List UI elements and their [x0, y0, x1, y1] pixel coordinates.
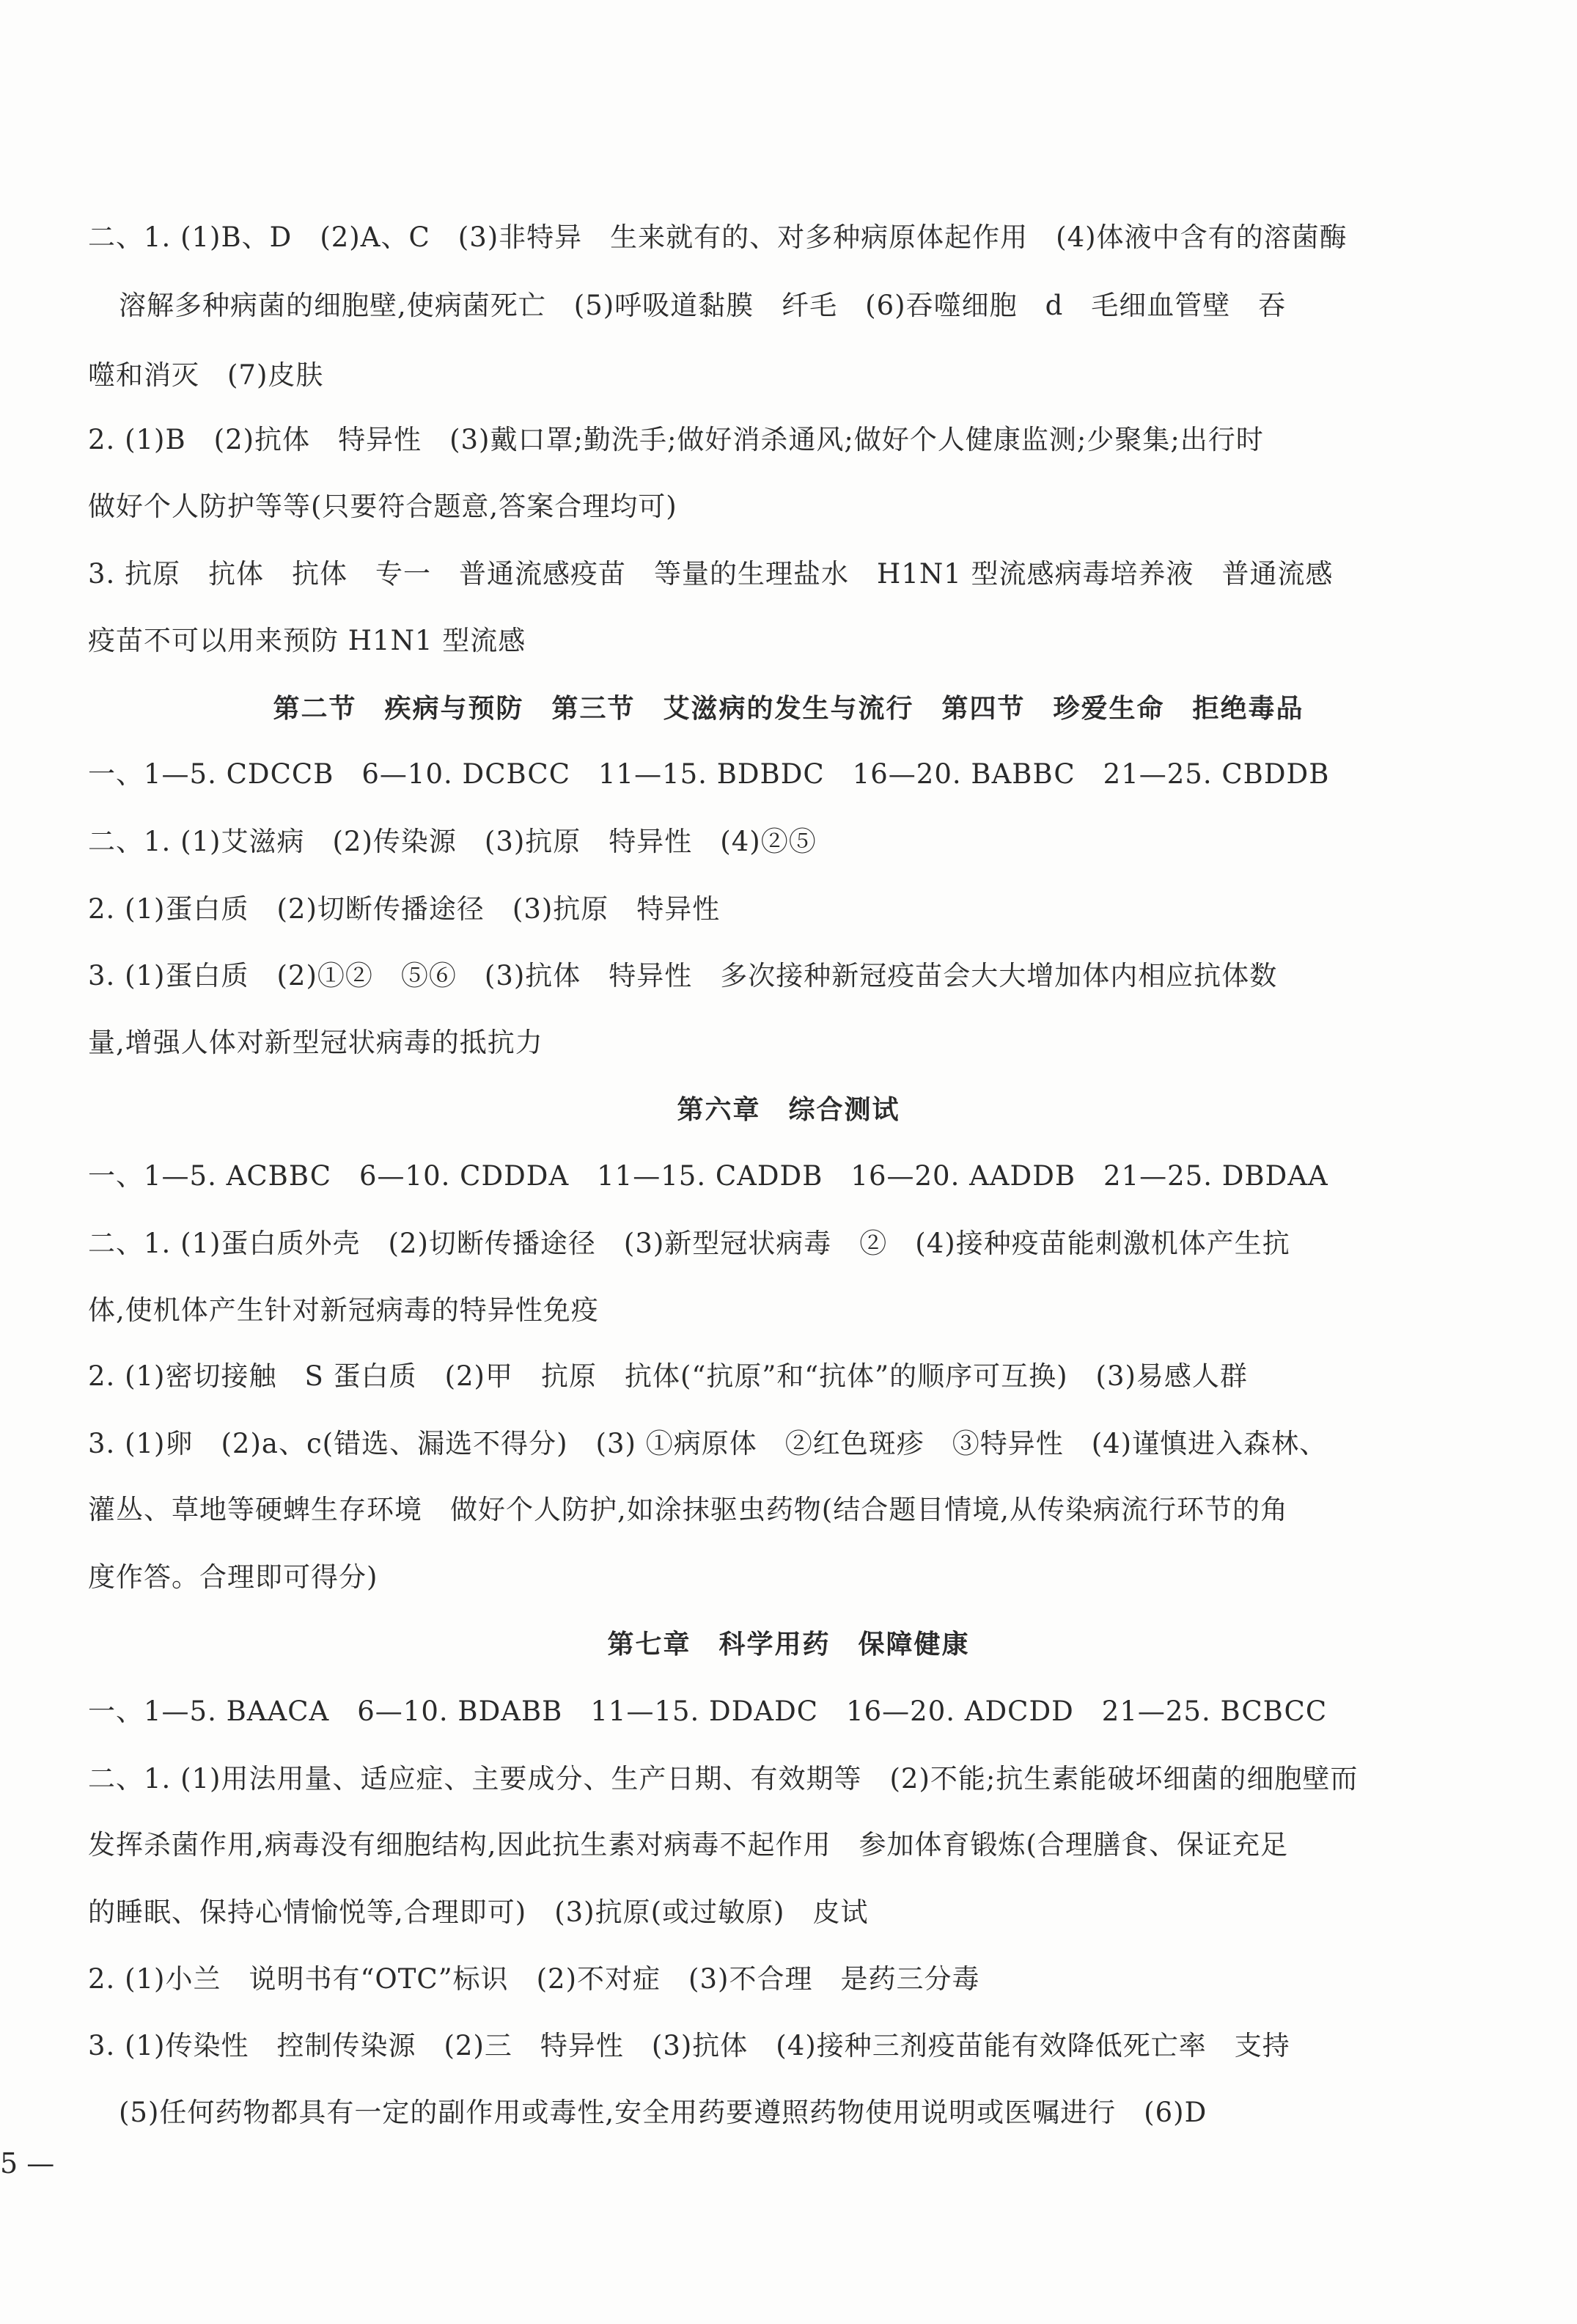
- text-line: 3. (1)传染性 控制传染源 (2)三 特异性 (3)抗体 (4)接种三剂疫苗能有效降低死亡率 支持: [88, 2030, 1290, 2061]
- text-line: 2. (1)密切接触 S 蛋白质 (2)甲 抗原 抗体(“抗原”和“抗体”的顺序可互换) (3)易感人群: [88, 1360, 1248, 1392]
- text-line: 体,使机体产生针对新冠病毒的特异性免疫: [88, 1294, 599, 1326]
- text-line: 3. 抗原 抗体 抗体 专一 普通流感疫苗 等量的生理盐水 H1N1 型流感病毒培养液 普通流感: [88, 558, 1334, 590]
- text-line: 灌丛、草地等硬蜱生存环境 做好个人防护,如涂抹驱虫药物(结合题目情境,从传染病流行环节的角: [88, 1494, 1288, 1525]
- text-line: 二、1. (1)用法用量、适应症、主要成分、生产日期、有效期等 (2)不能;抗生素能破坏细菌的细胞壁而: [88, 1763, 1359, 1795]
- text-line: 二、1. (1)艾滋病 (2)传染源 (3)抗原 特异性 (4)②⑤: [88, 826, 817, 857]
- text-line: 发挥杀菌作用,病毒没有细胞结构,因此抗生素对病毒不起作用 参加体育锻炼(合理膳食、保证充足: [88, 1829, 1288, 1861]
- text-line: 2. (1)小兰 说明书有“OTC”标识 (2)不对症 (3)不合理 是药三分毒: [88, 1963, 980, 1995]
- text-line: 二、1. (1)蛋白质外壳 (2)切断传播途径 (3)新型冠状病毒 ② (4)接种疫苗能刺激机体产生抗: [88, 1228, 1290, 1259]
- text-line: 噬和消灭 (7)皮肤: [88, 359, 324, 391]
- text-line: 度作答。合理即可得分): [88, 1561, 378, 1593]
- answer-key-line: 一、1—5. BAACA 6—10. BDABB 11—15. DDADC 16—20. ADCDD 21—25. BCBCC: [88, 1696, 1328, 1727]
- text-line: 溶解多种病菌的细胞壁,使病菌死亡 (5)呼吸道黏膜 纤毛 (6)吞噬细胞 d 毛细血管壁 吞: [119, 290, 1287, 321]
- text-line: 2. (1)B (2)抗体 特异性 (3)戴口罩;勤洗手;做好消杀通风;做好个人健康监测;少聚集;出行时: [88, 424, 1264, 455]
- page-number: 5 —: [0, 2147, 55, 2180]
- answer-key-line: 一、1—5. CDCCB 6—10. DCBCC 11—15. BDBDC 16—20. BABBC 21—25. CBDDB: [88, 758, 1330, 790]
- text-line: 2. (1)蛋白质 (2)切断传播途径 (3)抗原 特异性: [88, 893, 721, 925]
- section-heading: 第七章 科学用药 保障健康: [607, 1630, 970, 1660]
- text-line: 3. (1)卵 (2)a、c(错选、漏选不得分) (3) ①病原体 ②红色斑疹 ③特异性 (4)谨慎进入森林、: [88, 1428, 1328, 1459]
- text-line: 做好个人防护等等(只要符合题意,答案合理均可): [88, 491, 677, 522]
- text-line: 量,增强人体对新型冠状病毒的抵抗力: [88, 1027, 543, 1058]
- text-line: 二、1. (1)B、D (2)A、C (3)非特异 生来就有的、对多种病原体起作用 (4)体液中含有的溶菌酶: [88, 221, 1348, 253]
- section-heading: 第六章 综合测试: [677, 1095, 900, 1125]
- text-line: 疫苗不可以用来预防 H1N1 型流感: [88, 625, 526, 656]
- section-heading: 第二节 疾病与预防 第三节 艾滋病的发生与流行 第四节 珍爱生命 拒绝毒品: [273, 694, 1304, 724]
- answer-key-line: 一、1—5. ACBBC 6—10. CDDDA 11—15. CADDB 16—20. AADDB 21—25. DBDAA: [88, 1160, 1328, 1192]
- text-line: (5)任何药物都具有一定的副作用或毒性,安全用药要遵照药物使用说明或医嘱进行 (6)D: [119, 2097, 1207, 2128]
- text-line: 3. (1)蛋白质 (2)①② ⑤⑥ (3)抗体 特异性 多次接种新冠疫苗会大大增加体内相应抗体数: [88, 960, 1278, 991]
- text-line: 的睡眠、保持心情愉悦等,合理即可) (3)抗原(或过敏原) 皮试: [88, 1896, 869, 1928]
